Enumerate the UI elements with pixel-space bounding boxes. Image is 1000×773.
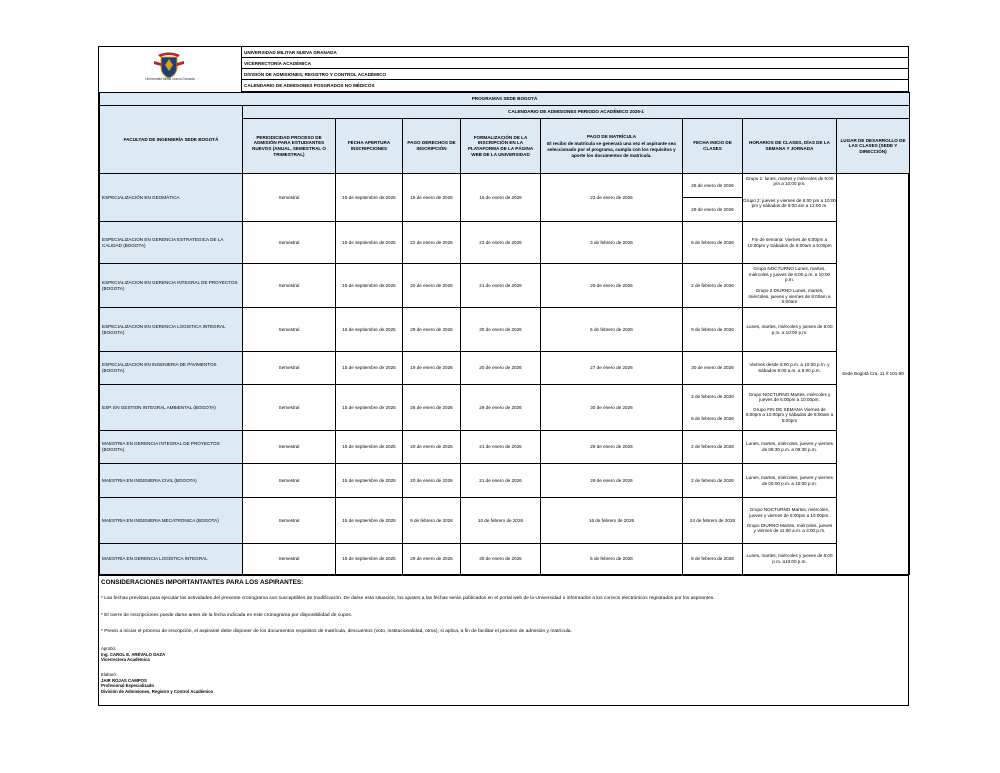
table-row (100, 544, 910, 575)
fee-date-cell: 20 de enero de 2026 (403, 464, 461, 498)
periodicity-cell: Semestral (243, 264, 336, 308)
fee-date-cell: 9 de febrero de 2026 (403, 498, 461, 544)
schedule-cell: Fin de semana: Viernes de 6:00pm a 10:00pm y Sábados de 8:00am a 5:00pm (743, 222, 837, 264)
payment-date-cell: 23 de enero de 2026 (541, 174, 683, 222)
fee-date-cell: 26 de enero de 2026 (403, 385, 461, 431)
logo-caption: Universidad Militar Nueva Granada (145, 77, 195, 81)
opening-date-cell: 15 de septiembre de 2025 (336, 352, 403, 385)
start-date-cell: 30 de enero de 2026 (683, 352, 743, 385)
program-name: MAESTRIA EN INGENIERIA CIVIL (BOGOTA) (100, 464, 243, 498)
schedule-group-2: Grupo DIURNO Martes, miércoles, jueves y viernes de 11:00 a.m. a 3:00 p.m. (746, 522, 833, 534)
approved-label: Aprobó: (101, 646, 117, 651)
schedule-cell: Lunes, martes, miércoles y jueves de 6:00 p.m. a 10:00 p.m. (743, 308, 837, 352)
table-row (100, 174, 910, 222)
opening-date-cell: 15 de septiembre de 2025 (336, 174, 403, 222)
schedule-cell: Lunes, martes, miércoles, jueves y viernes de 06:30 p.m. a 09:30 p.m. (743, 431, 837, 464)
approved-role: Vicerrectora Académica (101, 657, 150, 663)
opening-date-cell: 15 de septiembre de 2025 (336, 544, 403, 575)
start-date-group-2: 29 de enero de 2026 (683, 197, 742, 221)
section-title: PROGRAMAS SEDE BOGOTÁ (100, 93, 910, 106)
column-header-periodicity: PERIODICIDAD PROCESO DE ADMISIÓN PARA ESTUDIANTES NUEVOS (ANUAL, SEMESTRAL O TRIMESTRAL) (243, 119, 336, 174)
formalization-date-cell: 20 de enero de 2026 (461, 352, 541, 385)
table-row (100, 352, 910, 385)
location-cell: Sede Bogotá Cra. 11 # 101-80 (837, 174, 910, 575)
fee-date-cell: 15 de enero de 2026 (403, 174, 461, 222)
payment-date-cell: 29 de enero de 2026 (541, 264, 683, 308)
start-date-cell: 24 de febrero de 2026 (683, 498, 743, 544)
approval-signature-block (101, 646, 165, 663)
periodicity-cell: Semestral (243, 222, 336, 264)
fee-date-cell: 29 de enero de 2026 (403, 544, 461, 575)
periodicity-cell: Semestral (243, 464, 336, 498)
admissions-calendar-table (99, 92, 910, 575)
opening-date-cell: 15 de septiembre de 2025 (336, 498, 403, 544)
column-header-location: LUGAR DE DESARROLLO DE LAS CLASES (SEDE Y DIRECCIÓN) (837, 119, 910, 174)
schedule-group-1: Grupo 1: lunes, martes y miércoles de 6:00 pm a 10:00 pm. (745, 175, 834, 187)
start-date-cell (683, 385, 743, 431)
payment-date-cell: 27 de enero de 2026 (541, 352, 683, 385)
formalization-date-cell: 30 de enero de 2026 (461, 544, 541, 575)
program-name: MAESTRIA EN GERENCIA INTEGRAL DE PROYECTOS (BOGOTA) (100, 431, 243, 464)
payment-header-title: PAGO DE MATRÍCULA (586, 133, 637, 139)
table-row (100, 264, 910, 308)
payment-date-cell: 29 de enero de 2026 (541, 431, 683, 464)
schedule-group-1: Grupo NOCTURNO Lunes, martes, miércoles y jueves de 6:00 p.m. a 10:00 p.m. (748, 266, 831, 283)
schedule-cell (743, 385, 837, 431)
fee-date-cell: 20 de enero de 2026 (403, 431, 461, 464)
program-name: ESPECIALIZACION EN GERENCIA INTEGRAL DE PROYECTOS (BOGOTA) (100, 264, 243, 308)
table-row (100, 498, 910, 544)
note-item: * Las fechas previstas para ejecutar las actividades del presente cronograma son susceptibles de modificación. De darse esta situación, los ajustes a las fechas serán publicados en el portal web de la Universidad o informados a los correos electrónicos registrados por los aspirantes. (101, 596, 715, 601)
opening-date-cell: 15 de septiembre de 2025 (336, 222, 403, 264)
formalization-date-cell: 10 de febrero de 2026 (461, 498, 541, 544)
schedule-cell: Lunes, martes, miércoles, jueves y viernes de 06:00 p.m. a 10:00 p.m. (743, 464, 837, 498)
payment-date-cell: 16 de febrero de 2026 (541, 498, 683, 544)
schedule-cell (743, 174, 837, 222)
table-row (100, 308, 910, 352)
table-row (100, 222, 910, 264)
admissions-calendar-document (98, 46, 909, 706)
payment-date-cell: 5 de febrero de 2026 (541, 308, 683, 352)
schedule-cell (743, 264, 837, 308)
prepared-name: JAIR ROJAS CAMPOS (101, 677, 147, 683)
periodicity-cell: Semestral (243, 174, 336, 222)
start-date-cell: 2 de febrero de 2026 (683, 464, 743, 498)
opening-date-cell: 15 de septiembre de 2025 (336, 308, 403, 352)
payment-date-cell: 5 de febrero de 2026 (541, 544, 683, 575)
formalization-date-cell: 21 de enero de 2026 (461, 431, 541, 464)
start-date-cell: 2 de febrero de 2026 (683, 431, 743, 464)
vice-rectory: VICERRECTORÍA ACADÉMICA (242, 58, 908, 69)
formalization-date-cell: 21 de enero de 2026 (461, 264, 541, 308)
prepared-label: Elaboró: (101, 672, 118, 677)
column-header-start: FECHA INICIO DE CLASES (683, 119, 743, 174)
schedule-group-2: Grupo 2 DIURNO Lunes, martes, miércoles, jueves y viernes de 8:00am a 5:00am (748, 288, 831, 305)
payment-date-cell: 30 de enero de 2026 (541, 385, 683, 431)
formalization-date-cell: 23 de enero de 2026 (461, 222, 541, 264)
table-row (100, 464, 910, 498)
start-date-cell (683, 174, 743, 222)
notes-title: CONSIDERACIONES IMPORTANTANTES PARA LOS ASPIRANTES: (101, 579, 304, 586)
calendar-title: CALENDARIO DE ADMISIONES PERIODO ACADÉMICO 2026-1 (243, 106, 910, 119)
note-item: * Previo a iniciar el proceso de inscripción, el aspirante debe disponer de los documentos requisitos de matrícula, descuentos (voto, institucionalidad, otros), si aplica, a fin de facilitar el proceso de admisión y matrícula. (101, 629, 572, 634)
payment-date-cell: 29 de enero de 2026 (541, 464, 683, 498)
program-name: MAESTRÍA EN GERENCIA LOGÍSTICA INTEGRAL (100, 544, 243, 575)
start-date-cell: 9 de febrero de 2026 (683, 308, 743, 352)
periodicity-cell: Semestral (243, 308, 336, 352)
formalization-date-cell: 16 de enero de 2026 (461, 174, 541, 222)
program-name: ESPECIALIZACION EN GERENCIA LOGISTICA INTEGRAL (BOGOTA) (100, 308, 243, 352)
prepared-role: Profesional Especializado (101, 683, 155, 689)
formalization-date-cell: 21 de enero de 2026 (461, 464, 541, 498)
formalization-date-cell: 29 de enero de 2026 (461, 385, 541, 431)
table-row (100, 431, 910, 464)
program-name: ESPECIALIZACION EN GERENCIA ESTRATEGICA DE LA CALIDAD (BOGOTA) (100, 222, 243, 264)
start-date-cell: 9 de febrero de 2026 (683, 544, 743, 575)
university-name: UNIVERSIDAD MILITAR NUEVA GRANADA (242, 47, 908, 58)
program-name: ESP. EN GESTION INTEGRAL AMBIENTAL (BOGOTA) (100, 385, 243, 431)
fee-date-cell: 22 de enero de 2026 (403, 222, 461, 264)
periodicity-cell: Semestral (243, 385, 336, 431)
start-date-cell: 2 de febrero de 2026 (683, 264, 743, 308)
payment-date-cell: 3 de febrero de 2026 (541, 222, 683, 264)
schedule-cell: Viernes desde 6:00 p.m. a 10:00 p.m. y Sábados 8:00 a.m. a 5:00 p.m. (743, 352, 837, 385)
note-item: * El cierre de inscripciones puede darse antes de la fecha indicada en este cronograma por disponibilidad de cupos. (101, 613, 353, 618)
start-date-cell: 6 de febrero de 2026 (683, 222, 743, 264)
start-date-group-2: 6 de febrero de 2026 (691, 415, 734, 421)
preparer-signature-block (101, 672, 213, 694)
division-name: DIVISIÓN DE ADMISIONES, REGISTRO Y CONTROL ACADÉMICO (242, 69, 908, 80)
fee-date-cell: 20 de enero de 2026 (403, 264, 461, 308)
opening-date-cell: 15 de septiembre de 2025 (336, 431, 403, 464)
periodicity-cell: Semestral (243, 544, 336, 575)
start-date-group-1: 3 de febrero de 2026 (691, 393, 734, 399)
schedule-group-1: Grupo NOCTURNO Martes, miércoles y jueves de 6:00pm a 10:00pm. (748, 391, 831, 403)
approved-name: Ing. CAROL E. ARÉVALO DAZA (101, 651, 166, 657)
column-header-fee: PAGO DERECHOS DE INSCRIPCIÓN (403, 119, 461, 174)
document-header (99, 47, 908, 92)
fee-date-cell: 19 de enero de 2026 (403, 352, 461, 385)
table-row (100, 385, 910, 431)
periodicity-cell: Semestral (243, 431, 336, 464)
logo-cell (99, 47, 242, 92)
schedule-cell: Lunes, martes, miércoles y jueves de 6:00 p.m. a10:00 p.m. (743, 544, 837, 575)
start-date-group-1: 26 de enero de 2026 (691, 183, 734, 188)
column-header-formalization: FORMALIZACIÓN DE LA INSCRIPCIÓN EN LA PLATAFORMA DE LA PÁGINA WEB DE LA UNIVERSIDAD (461, 119, 541, 174)
periodicity-cell: Semestral (243, 352, 336, 385)
opening-date-cell: 15 de septiembre de 2025 (336, 385, 403, 431)
prepared-division: División de Admisiones, Registro y Control Académico (101, 688, 214, 694)
payment-header-note: El recibo de matrícula se generará una vez el aspirante sea seleccionado por el programa, cumpla con los requisitos y aporte los documentos de matrícula. (547, 141, 676, 158)
column-header-faculty: FACULTAD DE INGENIERÍA SEDE BOGOTÁ (100, 106, 243, 174)
opening-date-cell: 15 de septiembre de 2025 (336, 464, 403, 498)
schedule-group-2: Grupo FIN DE SEMANA Viernes de 6:00pm a 10:00pm y sábados de 8:00am a 5:00pm (745, 406, 834, 423)
program-name: ESPECIALIZACION EN INGENIERIA DE PAVIMENTOS (BOGOTA) (100, 352, 243, 385)
formalization-date-cell: 30 de enero de 2026 (461, 308, 541, 352)
document-title: CALENDARIO DE ADMISIONES POSGRADOS NO MÉDICOS (242, 80, 908, 92)
schedule-group-1: Grupo NOCTURNO Martes, miércoles, jueves y viernes de 6:00pm a 10:00pm. (749, 507, 830, 518)
university-logo (148, 51, 190, 79)
fee-date-cell: 29 de enero de 2026 (403, 308, 461, 352)
schedule-group-2: Grupo 2: jueves y viernes de 6:00 pm a 10:00 pm y sábados de 8:00 am a 12:00 m. (743, 197, 836, 209)
important-notes-section (99, 575, 908, 707)
schedule-cell (743, 498, 837, 544)
program-name: ESPECIALIZACIÓN EN GEOMÁTICA (100, 174, 243, 222)
column-header-opening: FECHA APERTURA INSCRIPCIONES (336, 119, 403, 174)
column-header-schedule: HORARIOS DE CLASES, DÍAS DE LA SEMANA Y JORNADA (743, 119, 837, 174)
column-header-payment (541, 119, 683, 174)
program-name: MAESTRIA EN INGENIERIA MECATRONICA (BOGOTA) (100, 498, 243, 544)
opening-date-cell: 15 de septiembre de 2025 (336, 264, 403, 308)
periodicity-cell: Semestral (243, 498, 336, 544)
